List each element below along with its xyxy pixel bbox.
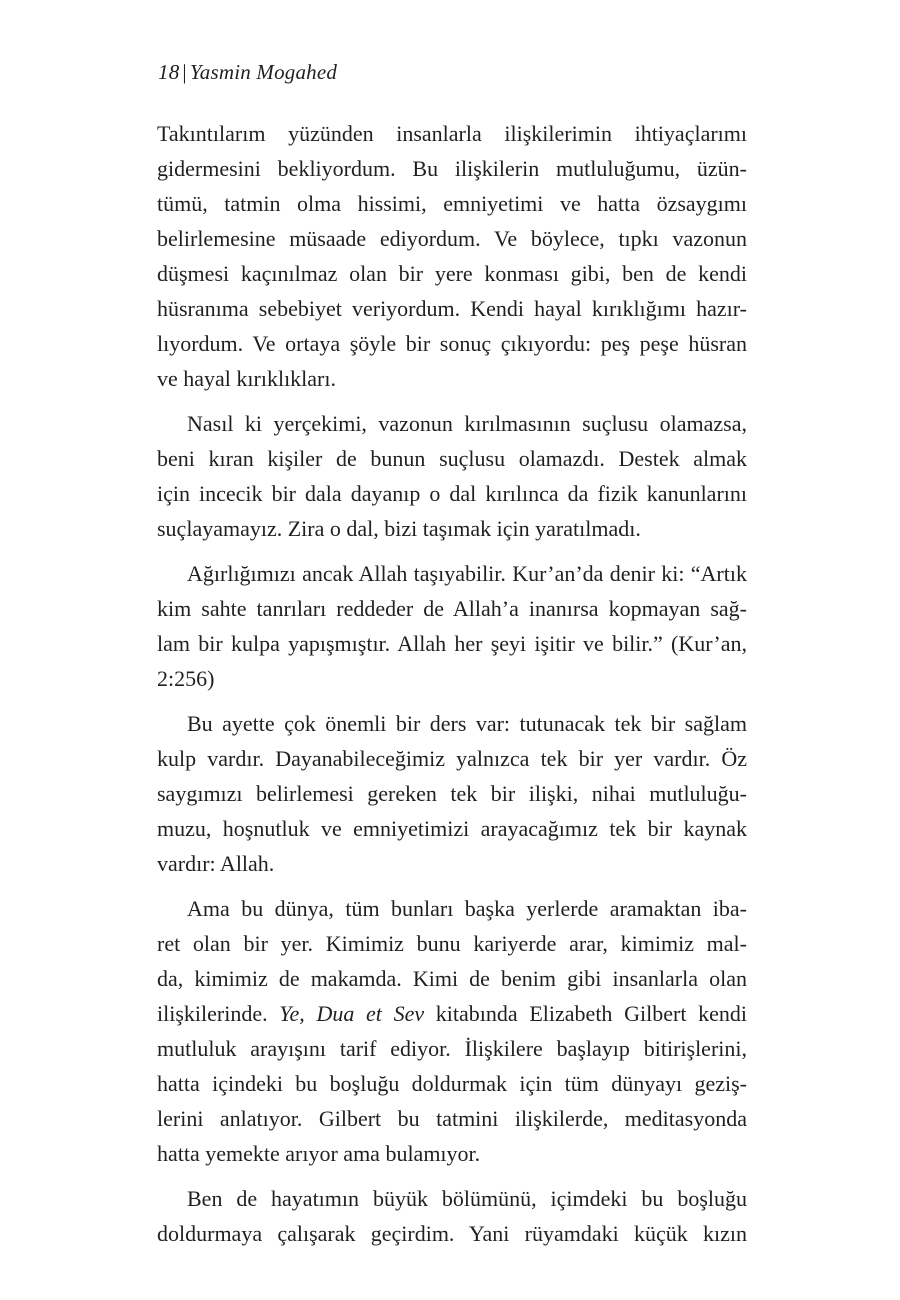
- paragraph: [157, 556, 747, 696]
- paragraph: [157, 1181, 747, 1251]
- text-line: vardır: Allah.: [157, 851, 275, 876]
- text-line: hüsranıma sebebiyet veriyordum. Kendi hayal kırıklığımı hazır-: [157, 296, 747, 321]
- text-line: ret olan bir yer. Kimimiz bunu kariyerde arar, kimimiz mal-: [157, 931, 747, 956]
- text-line: doldurmaya çalışarak geçirdim. Yani rüyamdaki küçük kızın: [157, 1221, 747, 1246]
- text-line: Bu ayette çok önemli bir ders var: tutunacak tek bir sağlam: [187, 711, 747, 736]
- text-line: lerini anlatıyor. Gilbert bu tatmini ilişkilerde, meditasyonda: [157, 1106, 747, 1131]
- paragraph: [157, 406, 747, 546]
- text-line: Ağırlığımızı ancak Allah taşıyabilir. Kur’an’da denir ki: “Artık: [187, 561, 747, 586]
- text-line: tümü, tatmin olma hissimi, emniyetimi ve hatta özsaygımı: [157, 191, 747, 216]
- text-line: da, kimimiz de makamda. Kimi de benim gibi insanlarla olan: [157, 966, 747, 991]
- text-line: lam bir kulpa yapışmıştır. Allah her şeyi işitir ve bilir.” (Kur’an,: [157, 631, 747, 656]
- text-line: Nasıl ki yerçekimi, vazonun kırılmasının suçlusu olamazsa,: [187, 411, 747, 436]
- running-header: [158, 60, 337, 85]
- text-line: hatta içindeki bu boşluğu doldurmak için tüm dünyayı geziş-: [157, 1071, 747, 1096]
- text-line: saygımızı belirlemesi gereken tek bir ilişki, nihai mutluluğu-: [157, 781, 747, 806]
- text-line: ve hayal kırıklıkları.: [157, 366, 336, 391]
- author-name: Yasmin Mogahed: [189, 60, 338, 84]
- text-line: [157, 996, 747, 1031]
- text-line: belirlemesine müsaade ediyordum. Ve böylece, tıpkı vazonun: [157, 226, 747, 251]
- text-line: muzu, hoşnutluk ve emniyetimizi arayacağımız tek bir kaynak: [157, 816, 747, 841]
- text-line: suçlayamayız. Zira o dal, bizi taşımak için yaratılmadı.: [157, 516, 641, 541]
- text-line: beni kıran kişiler de bunun suçlusu olamazdı. Destek almak: [157, 446, 747, 471]
- paragraph: [157, 706, 747, 881]
- text-line: kim sahte tanrıları reddeder de Allah’a inanırsa kopmayan sağ-: [157, 596, 747, 621]
- body-text: [157, 116, 747, 1261]
- text-line: gidermesini bekliyordum. Bu ilişkilerin mutluluğumu, üzün-: [157, 156, 747, 181]
- text-line: Ama bu dünya, tüm bunları başka yerlerde aramaktan iba-: [187, 896, 747, 921]
- text-line: Ben de hayatımın büyük bölümünü, içimdeki bu boşluğu: [187, 1186, 747, 1211]
- text-run: ilişkilerinde.: [157, 1001, 280, 1026]
- paragraph: [157, 891, 747, 1171]
- text-line: için incecik bir dala dayanıp o dal kırılınca da fizik kanunlarını: [157, 481, 747, 506]
- text-line: düşmesi kaçınılmaz olan bir yere konması gibi, ben de kendi: [157, 261, 747, 286]
- text-line: kulp vardır. Dayanabileceğimiz yalnızca tek bir yer vardır. Öz: [157, 746, 747, 771]
- text-run: kitabında Elizabeth Gilbert kendi: [424, 1001, 747, 1026]
- text-line: hatta yemekte arıyor ama bulamıyor.: [157, 1141, 481, 1166]
- page-number: 18: [158, 60, 180, 84]
- text-line: lıyordum. Ve ortaya şöyle bir sonuç çıkıyordu: peş peşe hüsran: [157, 331, 747, 356]
- text-line: mutluluk arayışını tarif ediyor. İlişkilere başlayıp bitirişlerini,: [157, 1036, 747, 1061]
- paragraph: [157, 116, 747, 396]
- header-separator: |: [182, 60, 187, 84]
- text-line: Takıntılarım yüzünden insanlarla ilişkilerimin ihtiyaçlarımı: [157, 121, 747, 146]
- text-line: 2:256): [157, 666, 215, 691]
- book-title-italic: Ye, Dua et Sev: [279, 1001, 425, 1026]
